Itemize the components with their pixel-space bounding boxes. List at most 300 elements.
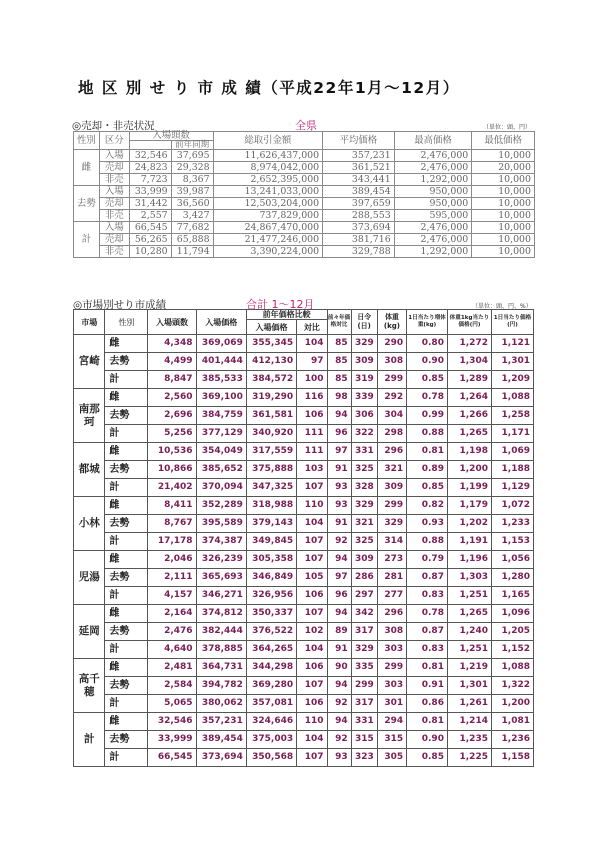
- cell: 2,584: [148, 677, 196, 695]
- cell: 305,358: [246, 551, 296, 569]
- cell: 364,731: [196, 659, 246, 677]
- row-gender: 去勢: [105, 677, 148, 695]
- table-row: [74, 335, 534, 353]
- cell: 1,280: [491, 569, 533, 587]
- cell: 329: [351, 335, 377, 353]
- cell: 377,129: [196, 425, 246, 443]
- sales-status-table: [73, 131, 535, 258]
- cell: 303: [377, 641, 406, 659]
- table-row: [74, 587, 534, 605]
- cell: 24,823: [129, 162, 171, 174]
- th-total: 総取引金額: [213, 132, 323, 150]
- cell: 0.89: [407, 461, 448, 479]
- cell: 92: [327, 695, 351, 713]
- cell: 299: [351, 677, 377, 695]
- cell: 2,046: [148, 551, 196, 569]
- cell: 8,767: [148, 515, 196, 533]
- cell: 950,000: [394, 198, 472, 210]
- cell: 7,723: [129, 174, 171, 186]
- cell: 329: [351, 497, 377, 515]
- row-gender: 雌: [105, 551, 148, 569]
- cell: 5,065: [148, 695, 196, 713]
- cell: 343,441: [323, 174, 395, 186]
- cell: 1,165: [491, 587, 533, 605]
- cell: 1,251: [447, 587, 491, 605]
- cell: 401,444: [196, 353, 246, 371]
- table-row: [74, 749, 534, 767]
- row-gender: 計: [105, 641, 148, 659]
- table-row: [74, 605, 534, 623]
- table-row: [74, 731, 534, 749]
- cell: 110: [297, 497, 327, 515]
- cell: 382,444: [196, 623, 246, 641]
- cell: 373,694: [196, 749, 246, 767]
- cell: 93: [327, 479, 351, 497]
- cell: 4,348: [148, 335, 196, 353]
- cell: 107: [297, 551, 327, 569]
- cell: 94: [327, 677, 351, 695]
- cell: 331: [351, 713, 377, 731]
- market-name: 計: [74, 713, 105, 767]
- cell: 1,292,000: [394, 174, 472, 186]
- cell: 10,000: [472, 234, 535, 246]
- cell: 1,292,000: [394, 246, 472, 258]
- cell: 3,390,224,000: [213, 246, 323, 258]
- table-row: [74, 246, 535, 258]
- cell: 1,272: [447, 335, 491, 353]
- cell: 107: [297, 533, 327, 551]
- cell: 329,788: [323, 246, 395, 258]
- cell: 378,885: [196, 641, 246, 659]
- section1-unit: （単位：頭、円）: [483, 124, 532, 131]
- cell: 94: [327, 551, 351, 569]
- cell: 315: [377, 731, 406, 749]
- cell: 357,081: [246, 695, 296, 713]
- cell: 17,178: [148, 533, 196, 551]
- cell: 290: [377, 335, 406, 353]
- cell: 375,888: [246, 461, 296, 479]
- cell: 369,100: [196, 389, 246, 407]
- row-gender: 雌: [105, 335, 148, 353]
- cell: 10,000: [472, 210, 535, 222]
- cell: 389,454: [196, 731, 246, 749]
- cell: 102: [297, 623, 327, 641]
- cell: 321: [377, 461, 406, 479]
- cell: 94: [327, 605, 351, 623]
- cell: 12,503,204,000: [213, 198, 323, 210]
- table-row: [74, 641, 534, 659]
- cell: 352,289: [196, 497, 246, 515]
- cell: 1,196: [447, 551, 491, 569]
- cell: 89: [327, 623, 351, 641]
- cell: 319: [351, 371, 377, 389]
- row-gender: 計: [105, 749, 148, 767]
- cell: 96: [327, 587, 351, 605]
- cell: 379,143: [246, 515, 296, 533]
- cell: 326,239: [196, 551, 246, 569]
- cell: 365,693: [196, 569, 246, 587]
- cell: 384,572: [246, 371, 296, 389]
- cell: 1,158: [491, 749, 533, 767]
- cell: 373,694: [323, 222, 395, 234]
- cell: 32,546: [129, 150, 171, 162]
- page-title: 地 区 別 せ り 市 成 績（平成22年1月〜12月）: [78, 79, 460, 97]
- table-row: [74, 713, 534, 731]
- cell: 104: [297, 641, 327, 659]
- cell: 0.83: [407, 587, 448, 605]
- cell: 106: [297, 695, 327, 713]
- market-name: 宮崎: [74, 335, 105, 389]
- cell: 97: [327, 569, 351, 587]
- cell: 5,256: [148, 425, 196, 443]
- market-name: 南那珂: [74, 389, 105, 443]
- cell: 321: [351, 515, 377, 533]
- cell: 2,557: [129, 210, 171, 222]
- cell: 93: [327, 749, 351, 767]
- th-ratio: 対比: [297, 320, 327, 335]
- cell: 0.80: [407, 335, 448, 353]
- cell: 103: [297, 461, 327, 479]
- cell: 39,987: [171, 186, 213, 198]
- cell: 8,367: [171, 174, 213, 186]
- cell: 309: [377, 479, 406, 497]
- cell: 1,219: [447, 659, 491, 677]
- cell: 56,265: [129, 234, 171, 246]
- cell: 92: [327, 533, 351, 551]
- table-row: [74, 623, 534, 641]
- row-gender: 去勢: [105, 731, 148, 749]
- cell: 2,652,395,000: [213, 174, 323, 186]
- cell: 1,200: [447, 461, 491, 479]
- th-prev: 前年同期: [171, 141, 213, 150]
- cell: 1,198: [447, 443, 491, 461]
- cell: 8,847: [148, 371, 196, 389]
- cell: 1,191: [447, 533, 491, 551]
- cell: 319,290: [246, 389, 296, 407]
- cell: 96: [327, 425, 351, 443]
- cell: 317: [351, 623, 377, 641]
- cell: 94: [327, 407, 351, 425]
- cell: 1,096: [491, 605, 533, 623]
- cell: 1,240: [447, 623, 491, 641]
- cell: 91: [327, 461, 351, 479]
- row-gender: 雌: [105, 389, 148, 407]
- cell: 32,546: [148, 713, 196, 731]
- section2-heading: ◎市場別せり市成績: [73, 299, 167, 311]
- row-gender: 去勢: [105, 407, 148, 425]
- cell: 2,111: [148, 569, 196, 587]
- cell: 106: [297, 659, 327, 677]
- cell: 107: [297, 605, 327, 623]
- cell: 10,536: [148, 443, 196, 461]
- cell: 1,072: [491, 497, 533, 515]
- cell: 374,387: [196, 533, 246, 551]
- cell: 1,225: [447, 749, 491, 767]
- cell: 111: [297, 443, 327, 461]
- cell: 384,759: [196, 407, 246, 425]
- cell: 314: [377, 533, 406, 551]
- cell: 385,533: [196, 371, 246, 389]
- cell: 350,337: [246, 605, 296, 623]
- cell: 2,476: [148, 623, 196, 641]
- cell: 326,956: [246, 587, 296, 605]
- group-label: 去勢: [74, 186, 100, 222]
- cell: 13,241,033,000: [213, 186, 323, 198]
- table-row: [74, 659, 534, 677]
- cell: 11,626,437,000: [213, 150, 323, 162]
- cell: 1,121: [491, 335, 533, 353]
- section2-center-label: 合計 1〜12月: [246, 298, 315, 311]
- cell: 325: [351, 533, 377, 551]
- cell: 329: [377, 515, 406, 533]
- cell: 1,236: [491, 731, 533, 749]
- table-row: [74, 551, 534, 569]
- cell: 347,325: [246, 479, 296, 497]
- market-name: 都城: [74, 443, 105, 497]
- cell: 306: [351, 407, 377, 425]
- cell: 0.81: [407, 659, 448, 677]
- cell: 107: [297, 677, 327, 695]
- cell: 4,499: [148, 353, 196, 371]
- th-nyujo: 入場頭数: [129, 132, 213, 141]
- cell: 349,845: [246, 533, 296, 551]
- cell: 0.79: [407, 551, 448, 569]
- table-row: [74, 186, 535, 198]
- cell: 340,920: [246, 425, 296, 443]
- row-kubun: 非売: [99, 174, 129, 186]
- row-kubun: 入場: [99, 186, 129, 198]
- cell: 10,000: [472, 186, 535, 198]
- row-gender: 去勢: [105, 353, 148, 371]
- row-kubun: 売却: [99, 162, 129, 174]
- cell: 361,521: [323, 162, 395, 174]
- table-row: [74, 479, 534, 497]
- row-kubun: 入場: [99, 222, 129, 234]
- row-kubun: 非売: [99, 210, 129, 222]
- cell: 395,589: [196, 515, 246, 533]
- cell: 2,164: [148, 605, 196, 623]
- cell: 364,265: [246, 641, 296, 659]
- cell: 1,088: [491, 659, 533, 677]
- group-label: 計: [74, 222, 100, 258]
- cell: 305: [377, 749, 406, 767]
- cell: 20,000: [472, 162, 535, 174]
- table-row: [74, 234, 535, 246]
- cell: 10,000: [472, 246, 535, 258]
- cell: 328: [351, 479, 377, 497]
- table-row: [74, 353, 534, 371]
- cell: 85: [327, 335, 351, 353]
- cell: 106: [297, 587, 327, 605]
- cell: 346,849: [246, 569, 296, 587]
- cell: 0.81: [407, 443, 448, 461]
- th-price: 入場価格: [196, 310, 246, 335]
- th-gender2: 性別: [105, 310, 148, 335]
- cell: 380,062: [196, 695, 246, 713]
- cell: 361,581: [246, 407, 296, 425]
- cell: 2,696: [148, 407, 196, 425]
- cell: 1,233: [491, 515, 533, 533]
- cell: 331: [351, 443, 377, 461]
- cell: 286: [351, 569, 377, 587]
- cell: 105: [297, 569, 327, 587]
- cell: 339: [351, 389, 377, 407]
- market-results-table: [73, 309, 534, 767]
- cell: 0.85: [407, 371, 448, 389]
- cell: 2,481: [148, 659, 196, 677]
- cell: 1,199: [447, 479, 491, 497]
- th-kubun: 区分: [99, 132, 129, 150]
- cell: 1,266: [447, 407, 491, 425]
- cell: 77,682: [171, 222, 213, 234]
- table-row: [74, 150, 535, 162]
- cell: 0.85: [407, 479, 448, 497]
- th-per-kg: 体重1kg当たり価格(円): [447, 310, 491, 335]
- cell: 297: [351, 587, 377, 605]
- cell: 299: [377, 371, 406, 389]
- row-kubun: 売却: [99, 234, 129, 246]
- cell: 412,130: [246, 353, 296, 371]
- cell: 2,476,000: [394, 162, 472, 174]
- cell: 3,427: [171, 210, 213, 222]
- cell: 1,258: [491, 407, 533, 425]
- cell: 374,812: [196, 605, 246, 623]
- cell: 950,000: [394, 186, 472, 198]
- cell: 98: [327, 389, 351, 407]
- cell: 1,265: [447, 425, 491, 443]
- cell: 21,477,246,000: [213, 234, 323, 246]
- row-gender: 雌: [105, 605, 148, 623]
- table-row: [74, 222, 535, 234]
- cell: 10,000: [472, 174, 535, 186]
- cell: 1,322: [491, 677, 533, 695]
- cell: 1,265: [447, 605, 491, 623]
- cell: 376,522: [246, 623, 296, 641]
- cell: 346,271: [196, 587, 246, 605]
- cell: 315: [351, 731, 377, 749]
- table-row: [74, 425, 534, 443]
- cell: 10,000: [472, 198, 535, 210]
- cell: 1,205: [491, 623, 533, 641]
- cell: 93: [327, 497, 351, 515]
- th-age: 日令(日): [351, 310, 377, 335]
- cell: 381,716: [323, 234, 395, 246]
- cell: 104: [297, 731, 327, 749]
- th-prev-group: 前年価格比較: [246, 310, 327, 320]
- cell: 10,000: [472, 150, 535, 162]
- cell: 317,559: [246, 443, 296, 461]
- cell: 281: [377, 569, 406, 587]
- cell: 1,153: [491, 533, 533, 551]
- cell: 317: [351, 695, 377, 713]
- cell: 24,867,470,000: [213, 222, 323, 234]
- cell: 292: [377, 389, 406, 407]
- row-kubun: 売却: [99, 198, 129, 210]
- section2-unit: （単位：頭、円、%）: [472, 303, 532, 310]
- cell: 1,235: [447, 731, 491, 749]
- cell: 8,974,042,000: [213, 162, 323, 174]
- cell: 0.87: [407, 623, 448, 641]
- cell: 104: [297, 515, 327, 533]
- cell: 10,280: [129, 246, 171, 258]
- cell: 106: [297, 407, 327, 425]
- cell: 65,888: [171, 234, 213, 246]
- cell: 298: [377, 425, 406, 443]
- group-label: 雌: [74, 150, 100, 186]
- cell: 31,442: [129, 198, 171, 210]
- cell: 1,301: [491, 353, 533, 371]
- th-weight: 体重(kg): [377, 310, 406, 335]
- cell: 308: [377, 353, 406, 371]
- cell: 107: [297, 479, 327, 497]
- cell: 90: [327, 659, 351, 677]
- table-row: [74, 677, 534, 695]
- cell: 1,188: [491, 461, 533, 479]
- cell: 344,298: [246, 659, 296, 677]
- table-row: [74, 389, 534, 407]
- row-gender: 雌: [105, 443, 148, 461]
- cell: 10,866: [148, 461, 196, 479]
- row-gender: 去勢: [105, 623, 148, 641]
- cell: 0.90: [407, 353, 448, 371]
- cell: 91: [327, 515, 351, 533]
- cell: 107: [297, 749, 327, 767]
- cell: 1,289: [447, 371, 491, 389]
- cell: 1,303: [447, 569, 491, 587]
- cell: 100: [297, 371, 327, 389]
- cell: 1,264: [447, 389, 491, 407]
- cell: 296: [377, 605, 406, 623]
- cell: 1,202: [447, 515, 491, 533]
- table-row: [74, 569, 534, 587]
- cell: 1,209: [491, 371, 533, 389]
- cell: 288,553: [323, 210, 395, 222]
- cell: 1,069: [491, 443, 533, 461]
- cell: 329: [351, 641, 377, 659]
- cell: 385,652: [196, 461, 246, 479]
- cell: 10,000: [472, 222, 535, 234]
- table-row: [74, 371, 534, 389]
- cell: 29,328: [171, 162, 213, 174]
- cell: 737,829,000: [213, 210, 323, 222]
- th-nyujo-blank: [129, 141, 171, 150]
- cell: 323: [351, 749, 377, 767]
- row-gender: 計: [105, 479, 148, 497]
- th-max: 最高価格: [394, 132, 472, 150]
- row-gender: 雌: [105, 497, 148, 515]
- cell: 1,179: [447, 497, 491, 515]
- cell: 111: [297, 425, 327, 443]
- cell: 0.86: [407, 695, 448, 713]
- cell: 0.90: [407, 731, 448, 749]
- table-row: [74, 497, 534, 515]
- cell: 97: [327, 443, 351, 461]
- th-count: 入場頭数: [148, 310, 196, 335]
- cell: 85: [327, 371, 351, 389]
- table-row: [74, 515, 534, 533]
- cell: 2,560: [148, 389, 196, 407]
- cell: 1,081: [491, 713, 533, 731]
- cell: 8,411: [148, 497, 196, 515]
- table-row: [74, 162, 535, 174]
- cell: 318,988: [246, 497, 296, 515]
- cell: 2,476,000: [394, 222, 472, 234]
- table-row: [74, 443, 534, 461]
- cell: 0.87: [407, 569, 448, 587]
- cell: 37,695: [171, 150, 213, 162]
- cell: 0.78: [407, 389, 448, 407]
- cell: 294: [377, 713, 406, 731]
